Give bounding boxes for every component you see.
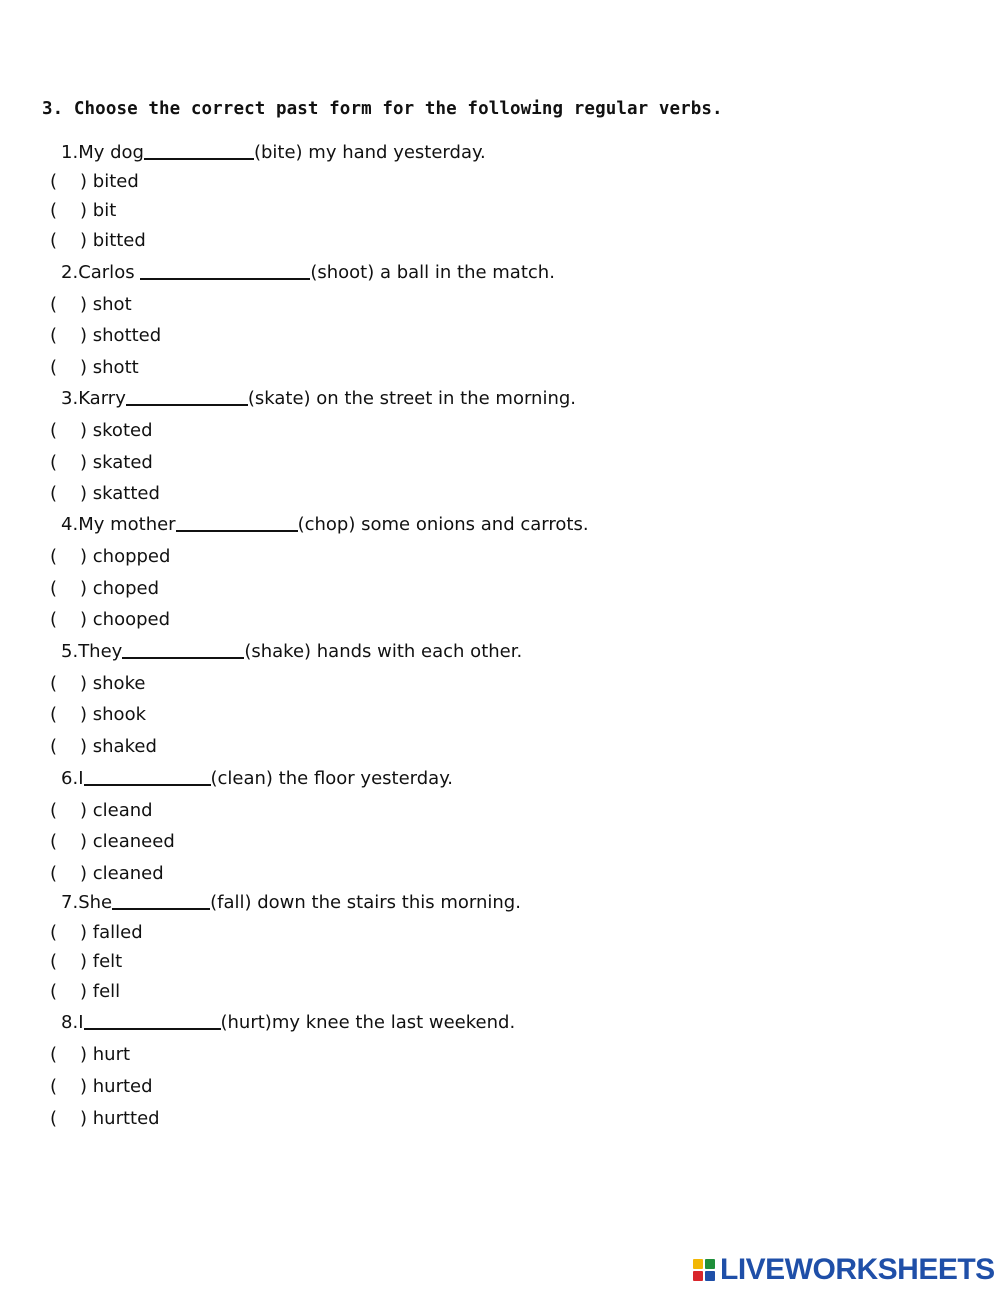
question-text-after: (skate) on the street in the morning.: [247, 388, 577, 409]
option-label: cleand: [92, 800, 153, 821]
question-number: 6.: [61, 768, 79, 789]
option-checkbox-close[interactable]: ): [80, 357, 88, 378]
option-checkbox-open[interactable]: (: [50, 736, 58, 757]
option-label: bited: [92, 171, 139, 192]
option-checkbox-close[interactable]: ): [80, 420, 88, 441]
option-checkbox-open[interactable]: (: [50, 831, 58, 852]
option-label: felt: [92, 951, 123, 972]
option-checkbox-open[interactable]: (: [50, 922, 58, 943]
answer-blank[interactable]: [84, 1012, 221, 1030]
answer-option[interactable]: [50, 673, 145, 694]
answer-option[interactable]: [50, 546, 170, 567]
question-3: [61, 388, 576, 409]
option-checkbox-open[interactable]: (: [50, 357, 58, 378]
answer-option[interactable]: [50, 452, 153, 473]
option-checkbox-close[interactable]: ): [80, 230, 88, 251]
question-2: [61, 262, 555, 283]
option-checkbox-close[interactable]: ): [80, 578, 88, 599]
question-1: [61, 142, 486, 163]
option-checkbox-close[interactable]: ): [80, 483, 88, 504]
option-checkbox-close[interactable]: ): [80, 704, 88, 725]
question-text-before: My dog: [78, 142, 144, 163]
option-checkbox-close[interactable]: ): [80, 673, 88, 694]
option-label: chopped: [92, 546, 171, 567]
answer-option[interactable]: [50, 483, 160, 504]
logo-text: LIVEWORKSHEETS: [720, 1253, 995, 1286]
exercise-heading: 3. Choose the correct past form for the following regular verbs.: [42, 99, 723, 119]
option-checkbox-close[interactable]: ): [80, 1044, 88, 1065]
option-label: fell: [92, 981, 121, 1002]
answer-option[interactable]: [50, 294, 132, 315]
option-checkbox-open[interactable]: (: [50, 609, 58, 630]
option-label: choped: [92, 578, 160, 599]
question-text-before: My mother: [78, 514, 176, 535]
answer-blank[interactable]: [144, 142, 254, 160]
option-checkbox-open[interactable]: (: [50, 200, 58, 221]
question-number: 1.: [61, 142, 79, 163]
answer-option[interactable]: [50, 1108, 160, 1129]
answer-option[interactable]: [50, 1044, 130, 1065]
question-text-before: I: [78, 768, 84, 789]
answer-option[interactable]: [50, 357, 139, 378]
option-checkbox-open[interactable]: (: [50, 800, 58, 821]
option-checkbox-open[interactable]: (: [50, 171, 58, 192]
answer-option[interactable]: [50, 951, 122, 972]
option-checkbox-close[interactable]: ): [80, 1076, 88, 1097]
question-text-after: (chop) some onions and carrots.: [297, 514, 589, 535]
option-checkbox-open[interactable]: (: [50, 1044, 58, 1065]
answer-option[interactable]: [50, 609, 170, 630]
question-text-after: (shake) hands with each other.: [244, 641, 523, 662]
question-text-after: (shoot) a ball in the match.: [310, 262, 555, 283]
answer-option[interactable]: [50, 831, 175, 852]
option-label: shoke: [92, 673, 146, 694]
question-text-before: She: [78, 892, 113, 913]
question-number: 4.: [61, 514, 79, 535]
option-label: shotted: [92, 325, 162, 346]
question-text-before: I: [78, 1012, 84, 1033]
answer-blank[interactable]: [176, 514, 298, 532]
option-checkbox-open[interactable]: (: [50, 1108, 58, 1129]
question-number: 8.: [61, 1012, 79, 1033]
question-text-before: Carlos: [78, 262, 141, 283]
answer-blank[interactable]: [84, 768, 211, 786]
option-checkbox-open[interactable]: (: [50, 483, 58, 504]
answer-option[interactable]: [50, 230, 146, 251]
option-checkbox-open[interactable]: (: [50, 673, 58, 694]
question-text-after: (fall) down the stairs this morning.: [210, 892, 521, 913]
option-checkbox-open[interactable]: (: [50, 981, 58, 1002]
option-checkbox-close[interactable]: ): [80, 981, 88, 1002]
option-label: shott: [92, 357, 139, 378]
question-text-before: They: [78, 641, 123, 662]
answer-option[interactable]: [50, 171, 139, 192]
option-label: cleaned: [92, 863, 164, 884]
option-checkbox-close[interactable]: ): [80, 546, 88, 567]
question-text-before: Karry: [78, 388, 126, 409]
answer-option[interactable]: [50, 981, 120, 1002]
question-8: [61, 1012, 515, 1033]
option-checkbox-close[interactable]: ): [80, 922, 88, 943]
option-checkbox-close[interactable]: ): [80, 171, 88, 192]
option-checkbox-open[interactable]: (: [50, 294, 58, 315]
answer-blank[interactable]: [112, 892, 210, 910]
option-label: hurted: [92, 1076, 153, 1097]
option-label: shot: [92, 294, 132, 315]
option-label: hurt: [92, 1044, 131, 1065]
option-checkbox-open[interactable]: (: [50, 546, 58, 567]
answer-option[interactable]: [50, 200, 116, 221]
option-label: falled: [92, 922, 143, 943]
answer-blank[interactable]: [126, 388, 248, 406]
question-7: [61, 892, 521, 913]
option-checkbox-open[interactable]: (: [50, 1076, 58, 1097]
option-label: hurtted: [92, 1108, 160, 1129]
option-checkbox-close[interactable]: ): [80, 951, 88, 972]
option-checkbox-close[interactable]: ): [80, 294, 88, 315]
option-label: shaked: [92, 736, 157, 757]
question-6: [61, 768, 453, 789]
option-checkbox-open[interactable]: (: [50, 578, 58, 599]
logo-mark-icon: [693, 1259, 715, 1281]
option-checkbox-close[interactable]: ): [80, 736, 88, 757]
option-label: chooped: [92, 609, 171, 630]
answer-option[interactable]: [50, 736, 157, 757]
option-label: skated: [92, 452, 153, 473]
option-checkbox-close[interactable]: ): [80, 609, 88, 630]
option-checkbox-close[interactable]: ): [80, 325, 88, 346]
answer-option[interactable]: [50, 578, 159, 599]
option-checkbox-close[interactable]: ): [80, 863, 88, 884]
option-checkbox-close[interactable]: ): [80, 452, 88, 473]
option-checkbox-open[interactable]: (: [50, 863, 58, 884]
answer-option[interactable]: [50, 325, 161, 346]
option-checkbox-close[interactable]: ): [80, 200, 88, 221]
option-label: skoted: [92, 420, 153, 441]
option-checkbox-open[interactable]: (: [50, 452, 58, 473]
question-5: [61, 641, 522, 662]
option-checkbox-open[interactable]: (: [50, 325, 58, 346]
answer-option[interactable]: [50, 863, 164, 884]
option-checkbox-close[interactable]: ): [80, 1108, 88, 1129]
answer-option[interactable]: [50, 1076, 153, 1097]
answer-option[interactable]: [50, 704, 146, 725]
option-checkbox-open[interactable]: (: [50, 951, 58, 972]
option-checkbox-open[interactable]: (: [50, 704, 58, 725]
answer-option[interactable]: [50, 420, 153, 441]
answer-option[interactable]: [50, 922, 143, 943]
answer-blank[interactable]: [122, 641, 244, 659]
question-text-after: (clean) the floor yesterday.: [210, 768, 454, 789]
question-text-after: (hurt)my knee the last weekend.: [220, 1012, 516, 1033]
option-checkbox-close[interactable]: ): [80, 831, 88, 852]
option-checkbox-open[interactable]: (: [50, 230, 58, 251]
liveworksheets-logo: [693, 1255, 995, 1285]
question-4: [61, 514, 589, 535]
question-number: 7.: [61, 892, 79, 913]
option-label: skatted: [92, 483, 160, 504]
option-label: cleaneed: [92, 831, 175, 852]
option-checkbox-close[interactable]: ): [80, 800, 88, 821]
option-checkbox-open[interactable]: (: [50, 420, 58, 441]
option-label: bit: [92, 200, 117, 221]
question-number: 2.: [61, 262, 79, 283]
option-label: shook: [92, 704, 147, 725]
answer-option[interactable]: [50, 800, 153, 821]
answer-blank[interactable]: [140, 262, 310, 280]
option-label: bitted: [92, 230, 146, 251]
question-number: 3.: [61, 388, 79, 409]
question-number: 5.: [61, 641, 79, 662]
question-text-after: (bite) my hand yesterday.: [253, 142, 486, 163]
